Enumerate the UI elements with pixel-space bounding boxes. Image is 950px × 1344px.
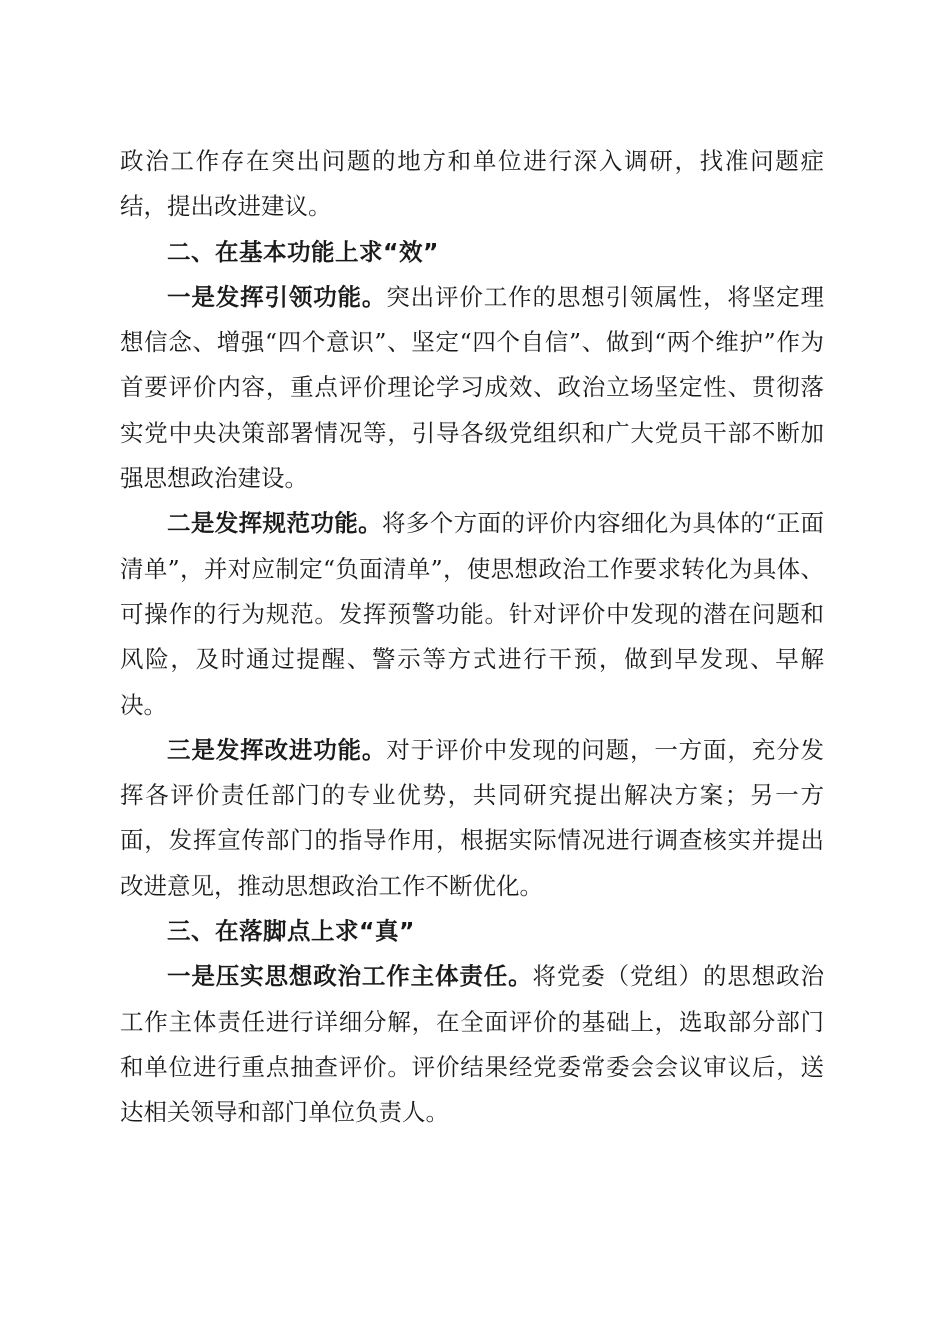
paragraph-continued: 政治工作存在突出问题的地方和单位进行深入调研，找准问题症结，提出改进建议。 bbox=[120, 147, 824, 221]
paragraph-standard-function bbox=[120, 501, 824, 727]
section-heading-3: 三、在落脚点上求“真” bbox=[167, 917, 415, 946]
paragraph-lead: 一是发挥引领功能。 bbox=[167, 282, 387, 311]
paragraph-guiding-function bbox=[120, 275, 824, 501]
paragraph-text: 对于评价中发现的问题，一方面，充分发挥各评价责任部门的专业优势，共同研究提出解决方案；另一方面，发挥宣传部门的指导作用，根据实际情况进行调查核实并提出改进意见，推动思想政治工作不断优化。 bbox=[120, 735, 825, 900]
paragraph-main-responsibility bbox=[120, 954, 824, 1135]
paragraph-lead: 二是发挥规范功能。 bbox=[167, 509, 382, 538]
paragraph-text: 将党委（党组）的思想政治工作主体责任进行详细分解，在全面评价的基础上，选取部分部门和单位进行重点抽查评价。评价结果经党委常委会会议审议后，送达相关领导和部门单位负责人。 bbox=[120, 962, 825, 1127]
section-heading-2: 二、在基本功能上求“效” bbox=[167, 237, 439, 266]
paragraph-lead: 一是压实思想政治工作主体责任。 bbox=[167, 962, 533, 991]
paragraph-text: 将多个方面的评价内容细化为具体的“正面清单”，并对应制定“负面清单”，使思想政治工作要求转化为具体、可操作的行为规范。发挥预警功能。针对评价中发现的潜在问题和风险，及时通过提醒、警示等方式进行干预，做到早发现、早解决。 bbox=[120, 509, 825, 719]
document-body bbox=[120, 139, 824, 1136]
paragraph-lead: 三是发挥改进功能。 bbox=[167, 735, 387, 764]
paragraph-improvement-function bbox=[120, 728, 824, 909]
paragraph-text: 突出评价工作的思想引领属性，将坚定理想信念、增强“四个意识”、坚定“四个自信”、做到“两个维护”作为首要评价内容，重点评价理论学习成效、政治立场坚定性、贯彻落实党中央决策部署情况等，引导各级党组织和广大党员干部不断加强思想政治建设。 bbox=[120, 282, 825, 493]
